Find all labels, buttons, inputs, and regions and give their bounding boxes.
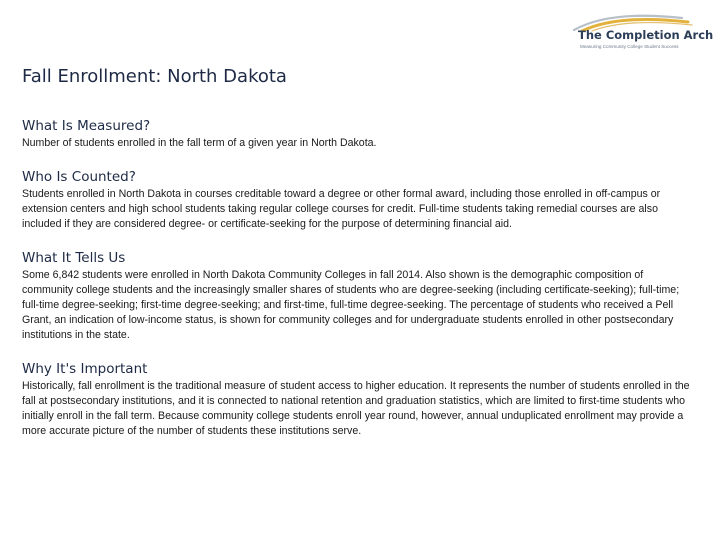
title-divider [22, 96, 702, 97]
section-body: Students enrolled in North Dakota in courses creditable toward a degree or other formal award, including those enrolled in off-campus or extension centers and high school students taking regular college courses for credit. Full-time students taking remedial courses are also included if they are considered degree- or certificate-seeking for the purpose of determining financial aid. [22, 188, 661, 230]
section-what-it-tells-us [22, 249, 690, 343]
section-heading: What It Tells Us [22, 250, 126, 266]
section-heading: Why It's Important [22, 361, 148, 377]
section-who-is-counted [22, 168, 690, 232]
section-body: Some 6,842 students were enrolled in North Dakota Community Colleges in fall 2014. Also shown is the demographic composition of community college students and the increasingly smaller shares of students who are degree-seeking (including certificate-seeking); full-time; full-time degree-seeking; first-time degree-seeking; and first-time, full-time degree-seeking. The percentage of students who received a Pell Grant, an indication of low-income status, is shown for community colleges and for undergraduate students enrolled in other postsecondary institutions in the state. [22, 269, 680, 341]
section-why-its-important [22, 360, 690, 439]
content-area [22, 117, 690, 439]
section-heading: Who Is Counted? [22, 169, 136, 185]
completion-arch-logo [570, 12, 714, 58]
logo-tagline: Measuring Community College Student Success [580, 44, 679, 49]
section-heading: What Is Measured? [22, 118, 151, 134]
section-what-is-measured [22, 117, 690, 151]
page-title: Fall Enrollment: North Dakota [22, 66, 287, 87]
section-body: Number of students enrolled in the fall term of a given year in North Dakota. [22, 137, 377, 149]
logo-name: The Completion Arch [578, 28, 714, 42]
section-body: Historically, fall enrollment is the traditional measure of student access to higher education. It represents the number of students enrolled in the fall at postsecondary institutions, and it is connected to national retention and graduation statistics, which are limited to first-time students who initially enroll in the fall term. Because community college students enroll year round, however, annual unduplicated enrollment may provide a more accurate picture of the number of students these institutions serve. [22, 380, 690, 437]
